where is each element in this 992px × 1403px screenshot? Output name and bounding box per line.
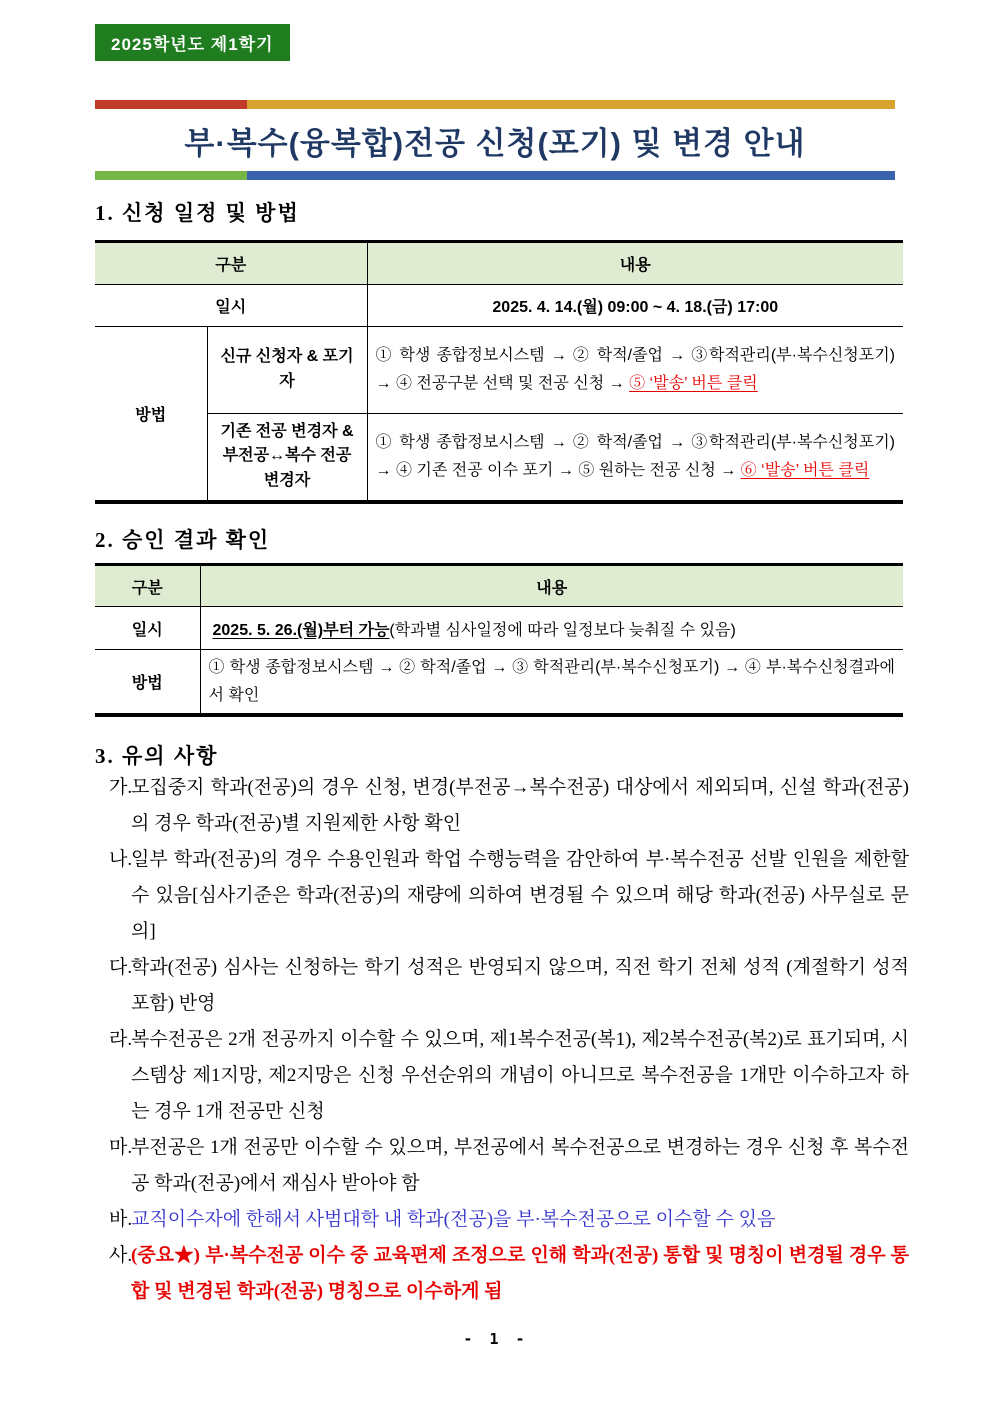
table2-header-content: 내용 bbox=[200, 565, 903, 607]
document-title: 부·복수(융복합)전공 신청(포기) 및 변경 안내 bbox=[184, 126, 806, 161]
title-top-bar-red-segment bbox=[95, 100, 247, 109]
note-item-na bbox=[95, 842, 909, 950]
table1-method-label: 방법 bbox=[95, 327, 207, 502]
section2-heading: 2. 승인 결과 확인 bbox=[95, 528, 271, 552]
table-row bbox=[95, 565, 903, 607]
note-item-ma bbox=[95, 1130, 909, 1202]
notes-list bbox=[95, 770, 909, 1310]
section3-heading: 3. 유의 사항 bbox=[95, 744, 219, 768]
title-block bbox=[95, 100, 895, 180]
table-row bbox=[95, 285, 903, 327]
table1-header-content: 내용 bbox=[367, 242, 903, 285]
note-text: 복수전공은 2개 전공까지 이수할 수 있으며, 제1복수전공(복1), 제2복수전공(복2)로 표기되며, 시스템상 제1지망, 제2지망은 신청 우선순위의 개념이 아니므로 복수전공을 1개만 이수하고자 하는 경우 1개 전공만 신청 bbox=[131, 1029, 909, 1122]
note-item-ba bbox=[95, 1202, 909, 1238]
table1-date-label: 일시 bbox=[95, 285, 367, 327]
table-row bbox=[95, 414, 903, 502]
note-item-ra bbox=[95, 1022, 909, 1130]
note-marker: 마. bbox=[109, 1137, 133, 1158]
table2-date-label: 일시 bbox=[95, 607, 200, 650]
table2-method-label: 방법 bbox=[95, 650, 200, 716]
table-row bbox=[95, 242, 903, 285]
note-text: 모집중지 학과(전공)의 경우 신청, 변경(부전공→복수전공) 대상에서 제외되며, 신설 학과(전공)의 경우 학과(전공)별 지원제한 사항 확인 bbox=[131, 777, 909, 834]
date-available-note: (학과별 심사일정에 따라 일정보다 늦춰질 수 있음) bbox=[389, 621, 736, 639]
note-marker: 사. bbox=[109, 1245, 133, 1266]
application-schedule-table bbox=[95, 240, 903, 504]
steps-text: ① 학생 종합정보시스템 → ② 학적/졸업 → ③학적관리(부·복수신청포기) → ④ 기존 전공 이수 포기 → ⑤ 원하는 전공 신청 → bbox=[375, 434, 896, 479]
table-row bbox=[95, 650, 903, 716]
table2-header-category: 구분 bbox=[95, 565, 200, 607]
title-bottom-bar-blue-segment bbox=[247, 171, 895, 180]
page-number: - 1 - bbox=[463, 1330, 529, 1348]
table1-change-applicant-steps bbox=[367, 414, 903, 502]
note-text: 학과(전공) 심사는 신청하는 학기 성적은 반영되지 않으며, 직전 학기 전체 성적 (계절학기 성적 포함) 반영 bbox=[131, 957, 909, 1014]
note-marker: 라. bbox=[109, 1029, 133, 1050]
title-bottom-bar-green-segment bbox=[95, 171, 247, 180]
note-marker: 다. bbox=[109, 957, 133, 978]
table2-date-value bbox=[200, 607, 903, 650]
note-text-blue: 교직이수자에 한해서 사범대학 내 학과(전공)을 부·복수전공으로 이수할 수 있음 bbox=[131, 1209, 776, 1230]
note-item-ga bbox=[95, 770, 909, 842]
note-text-red-important: (중요★) 부·복수전공 이수 중 교육편제 조정으로 인해 학과(전공) 통합 및 명칭이 변경될 경우 통합 및 변경된 학과(전공) 명칭으로 이수하게 됨 bbox=[131, 1245, 909, 1302]
note-item-da bbox=[95, 950, 909, 1022]
approval-result-table bbox=[95, 563, 903, 717]
section1-heading: 1. 신청 일정 및 방법 bbox=[95, 201, 300, 225]
semester-badge: 2025학년도 제1학기 bbox=[95, 24, 290, 61]
table2-method-steps: ① 학생 종합정보시스템 → ② 학적/졸업 → ③ 학적관리(부·복수신청포기) → ④ 부·복수신청결과에서 확인 bbox=[200, 650, 903, 716]
steps-highlight-send-button: ⑥ ‘발송’ 버튼 클릭 bbox=[740, 461, 870, 479]
note-marker: 바. bbox=[109, 1209, 133, 1230]
note-marker: 가. bbox=[109, 777, 133, 798]
steps-text: ① 학생 종합정보시스템 → ② 학적/졸업 → ③학적관리(부·복수신청포기) → ④ 전공구분 선택 및 전공 신청 → bbox=[375, 347, 896, 392]
table1-new-applicant-steps bbox=[367, 327, 903, 414]
date-available-bold: 2025. 5. 26.(월)부터 가능 bbox=[212, 621, 390, 639]
note-text: 부전공은 1개 전공만 이수할 수 있으며, 부전공에서 복수전공으로 변경하는 경우 신청 후 복수전공 학과(전공)에서 재심사 받아야 함 bbox=[131, 1137, 909, 1194]
title-top-bar bbox=[95, 100, 895, 109]
note-marker: 나. bbox=[109, 849, 133, 870]
note-item-sa bbox=[95, 1238, 909, 1310]
table1-change-applicant-cell: 기존 전공 변경자 & 부전공↔복수 전공 변경자 bbox=[207, 414, 367, 502]
table-row bbox=[95, 607, 903, 650]
note-text: 일부 학과(전공)의 경우 수용인원과 학업 수행능력을 감안하여 부·복수전공 선발 인원을 제한할 수 있음[심사기준은 학과(전공)의 재량에 의하여 변경될 수 있으며 해당 학과(전공) 사무실로 문의] bbox=[131, 849, 909, 942]
title-top-bar-orange-segment bbox=[247, 100, 895, 109]
table1-date-value: 2025. 4. 14.(월) 09:00 ~ 4. 18.(금) 17:00 bbox=[367, 285, 903, 327]
steps-highlight-send-button: ⑤ ‘발송’ 버튼 클릭 bbox=[629, 375, 758, 392]
table1-new-applicant-cell: 신규 신청자 & 포기자 bbox=[207, 327, 367, 414]
title-bottom-bar bbox=[95, 171, 895, 180]
table1-header-category: 구분 bbox=[95, 242, 367, 285]
table-row bbox=[95, 327, 903, 414]
